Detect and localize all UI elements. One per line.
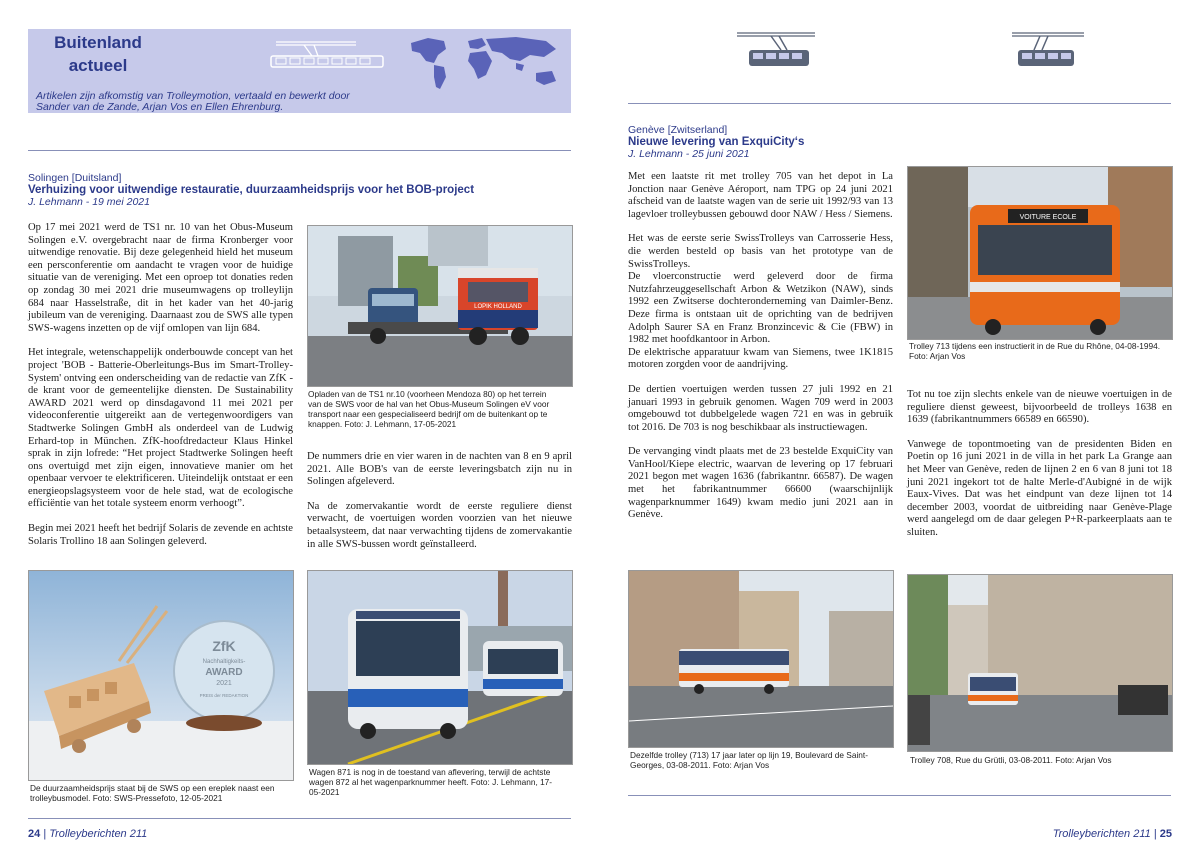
caption-truck: Opladen van de TS1 nr.10 (voorheen Mendoza 80) op het terrein van de SWS voor de hal van het Obus-Museum Solingen eV voor transport naar een gespecialiseerd bedrijf om de buitenkant op te knappen. Foto: J. Lehmann, 17-05-2021 <box>308 389 550 429</box>
caption-trolley-713: Trolley 713 tijdens een instructierit in de Rue du Rhône, 04-08-1994. Foto: Arjan Vos <box>909 341 1161 361</box>
divider <box>628 103 1171 104</box>
award-text: Nachhaltigkeits- <box>202 659 246 665</box>
photo-trolley-708 <box>907 574 1173 752</box>
world-map-icon <box>406 33 568 91</box>
award-text: ZfK <box>212 638 236 654</box>
caption-trolley-713-later: Dezelfde trolley (713) 17 jaar later op lijn 19, Boulevard de Saint-Georges, 03-08-2011. Foto: Arjan Vos <box>630 750 868 770</box>
paragraph: Het was de eerste serie SwissTrolleys van Carrosserie Hess, die werden besteld op basis van het prototype van de SwissTrolleys. De vloerconstructie werd geleverd door de firma Nutzfahrzeuggesellschaft Arbon & Wetzikon (NAW), sinds 1992 een Zwitserse dochteronderneming van Daimler-Benz. Deze firma is ontstaan uit de oprichting van de bedrijven Adolph Saurer SA en Franz Bronzincevic & Cie (FBW) in 1982 met hoofdkantoor in Arbon. De elektrische apparatuur kwam van Siemens, twee 1K1815 motoren zorgden voor de aandrijving. <box>628 233 893 371</box>
award-text: PREIS der REDAKTION <box>199 693 249 698</box>
article-title: Nieuwe levering van ExquiCity‘s <box>628 136 805 148</box>
magazine-title: Trolleyberichten 211 <box>49 828 148 840</box>
header-intro-line2: Sander van de Zande, Arjan Vos en Ellen Ehrenburg. <box>36 101 284 113</box>
header-title-line2: actueel <box>68 56 128 75</box>
article-byline: J. Lehmann - 19 mei 2021 <box>28 196 150 208</box>
divider <box>28 150 571 151</box>
paragraph: De nummers drie en vier waren in de nachten van 8 en 9 april 2021. Alle BOB's van de eerste leveringsbatch zijn nu in Solingen afgeleverd. <box>307 451 572 488</box>
trolleybus-icon <box>735 30 817 68</box>
header-title-line1: Buitenland <box>54 33 142 52</box>
article-byline: J. Lehmann - 25 juni 2021 <box>628 148 750 160</box>
paragraph: Het integrale, wetenschappelijk onderbouwde concept van het project 'BOB - Batterie-Oberleitungs-Bus im Smart-Trolley-System' ontving een onderscheiding van de redactie van ZfK - de krant voor de gemeentelijke diensten. De Sustainability AWARD 2021 werd op dinsdagavond 11 mei 2021 per videoconferentie uitgereikt aan de vertegenwoordigers van Stadtwerke Solingen GmbH als onderdeel van de Ludwig Erhard-top in München. ZfK-hoofdredacteur Klaus Hinkel sprak in zijn lofrede: “Het project Stadtwerke Solingen heeft ons overtuigd met zijn eigen, innovatieve manier om het openbaar vervoer te elektrificeren. Uiteindelijk ontstaat er een energieopslagsysteem voor de hele stad, wat de ecologische efficiëntie van het totale systeem enorm verhoogt”. <box>28 347 293 510</box>
article-column <box>307 451 572 563</box>
paragraph: Met een laatste rit met trolley 705 van het depot in La Jonction naar Genève Aéroport, nam TPG op 24 juni 2021 afscheid van de laatste wagen van de serie uit 1992/93 van 13 lagevloer trolleybussen gebouwd door NAW / Hess / Siemens. <box>628 171 893 220</box>
photo-trolley-713-later <box>628 570 894 748</box>
photo-trolley-713 <box>907 166 1173 340</box>
paragraph: Op 17 mei 2021 werd de TS1 nr. 10 van het Obus-Museum Solingen e.V. overgebracht naar de firma Kronberger voor uitwendige renovatie. Bij deze gelegenheid hield het museum een persconferentie om aandacht te vragen voor de huidige situatie van de vereniging. Met een oproep tot donaties reden op zondag 30 mei 2021 drie museumwagens op trolleylijn 684 naar Hasselstraße, dit in het kader van het 40-jarig jubileum van de vereniging. Daarnaast zou de SWS alle typen SWS-wagens inzetten op de vijf omlopen van lijn 684. <box>28 222 293 334</box>
photo-truck-transport <box>307 225 573 387</box>
paragraph: Na de zomervakantie wordt de eerste reguliere dienst verwacht, de voertuigen worden voorzien van het nieuwe betaalsysteem, dat naar verwachting tijdens de zomervakantie in alle SWS-bussen wordt geïnstalleerd. <box>307 500 572 550</box>
divider <box>28 818 571 819</box>
photo-award <box>28 570 294 781</box>
page-number: 24 <box>28 828 41 840</box>
article-location: Genève [Zwitserland] <box>628 124 728 136</box>
article-column <box>907 389 1172 552</box>
truck-sign-text: LOPIK HOLLAND <box>474 304 522 310</box>
paragraph: Vanwege de topontmoeting van de presidenten Biden en Poetin op 16 juni 2021 in de villa in het park La Grange aan het Meer van Genève, reden de lijnen 2 en 6 van 8 juni tot 18 juni 2021 ingekort tot de halte Merle-d'Aubigné in de wijk Eaux-Vives. Dat was het eindpunt van deze lijnen tot 14 december 2003, voordat de uitbreiding naar Genève-Plage werd aangelegd om de daar gelegen P+R-parkeerplaats aan te sluiten. <box>907 438 1172 538</box>
award-text: AWARD <box>205 667 243 678</box>
divider <box>628 795 1171 796</box>
article-title: Verhuizing voor uitwendige restauratie, duurzaamheidsprijs voor het BOB-project <box>28 184 475 196</box>
article-heading-geneve <box>628 124 928 160</box>
trolleybus-icon <box>1010 30 1086 68</box>
footer-left: 24 | Trolleyberichten 211 <box>28 828 148 840</box>
page-number: 25 <box>1159 828 1172 840</box>
caption-trolley-708: Trolley 708, Rue du Grütli, 03-08-2011. Foto: Arjan Vos <box>910 755 1112 765</box>
paragraph: Begin mei 2021 heeft het bedrijf Solaris de zevende en achtste Solaris Trollino 18 aan Solingen geleverd. <box>28 523 293 547</box>
bus-sign-text: VOITURE ECOLE <box>1019 214 1077 221</box>
magazine-title: Trolleyberichten 211 <box>1052 828 1151 840</box>
article-column <box>628 171 893 534</box>
header-intro-line1: Artikelen zijn afkomstig van Trolleymotion, vertaald en bewerkt door <box>36 90 350 102</box>
footer-right: Trolleyberichten 211 | 25 <box>1052 828 1172 840</box>
photo-wagen-871 <box>307 570 573 765</box>
article-location: Solingen [Duitsland] <box>28 172 122 184</box>
caption-wagen-871: Wagen 871 is nog in de toestand van aflevering, terwijl de achtste wagen 872 al het wagenparknummer heeft. Foto: J. Lehmann, 17-05-2021 <box>309 767 553 797</box>
paragraph: Tot nu toe zijn slechts enkele van de nieuwe voertuigen in de reguliere dienst geweest, bijvoorbeeld de trolleys 1638 en 1639 (fabrikantnummers 66589 en 66590). <box>907 389 1172 426</box>
article-heading-solingen <box>28 172 571 208</box>
paragraph: De vervanging vindt plaats met de 23 bestelde ExquiCity van VanHool/Kiepe electric, waarvan de levering op 17 februari 2021 begon met wagen 1636 (fabrikantnr. 66587). De wagen met het fabrikantnummer 66600 (waarschijnlijk wagenparknummer 1649) kwam medio juni 2021 aan in Genève. <box>628 446 893 521</box>
trolleybus-icon <box>256 39 396 69</box>
paragraph: De dertien voertuigen werden tussen 27 juli 1992 en 21 januari 1993 in gebruik genomen. Wagen 709 werd in 2003 omgebouwd tot dubbelgelede wagen 721 en was in gebruik tot 2016. De 703 is nog beschikbaar als instructiewagen. <box>628 383 893 433</box>
article-column <box>28 222 293 560</box>
award-text: 2021 <box>216 680 232 687</box>
header-banner <box>28 29 571 113</box>
caption-award: De duurzaamheidsprijs staat bij de SWS op een ereplek naast een trolleybusmodel. Foto: SWS-Pressefoto, 12-05-2021 <box>30 783 275 803</box>
